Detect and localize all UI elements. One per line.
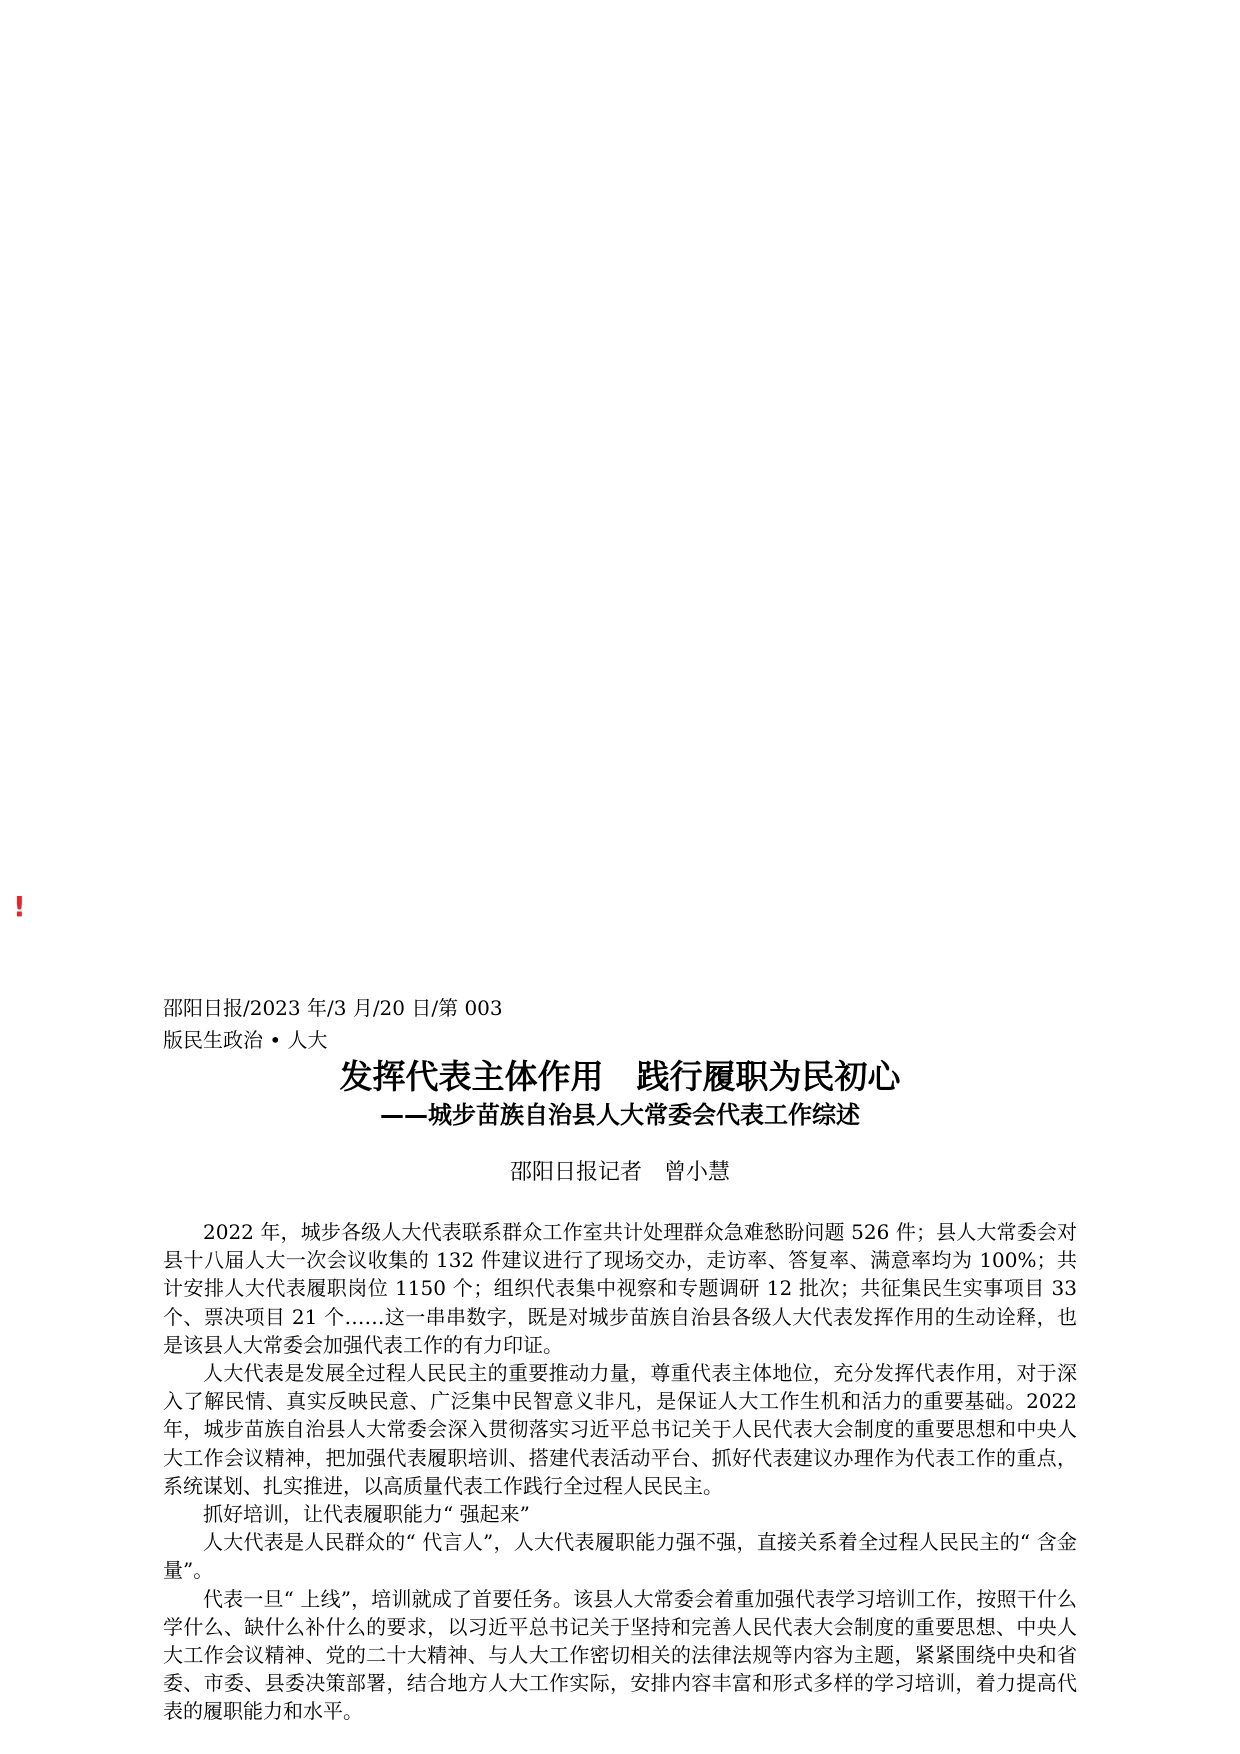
source-info bbox=[163, 992, 503, 1056]
red-exclamation-mark: ! bbox=[13, 890, 26, 923]
article-body bbox=[163, 1218, 1077, 1726]
article-headline: 发挥代表主体作用 践行履职为民初心 bbox=[339, 1057, 901, 1096]
article-subheadline: ——城步苗族自治县人大常委会代表工作综述 bbox=[380, 1101, 860, 1129]
paragraph: 2022 年，城步各级人大代表联系群众工作室共计处理群众急难愁盼问题 526 件；县人大常委会对县十八届人大一次会议收集的 132 件建议进行了现场交办，走访率、答复率、满意率均为 100%；共计安排人大代表履职岗位 1150 个；组织代表集中视察和专题调研 12 批次；共征集民生实事项目 33 个、票决项目 21 个……这一串串数字，既是对城步苗族自治县各级人大代表发挥作用的生动诠释，也是该县人大常委会加强代表工作的有力印证。 bbox=[163, 1220, 1077, 1357]
section-heading: 抓好培训，让代表履职能力“ 强起来” bbox=[203, 1502, 530, 1527]
paragraph: 人大代表是人民群众的“ 代言人”，人大代表履职能力强不强，直接关系着全过程人民民主的“ 含金量”。 bbox=[163, 1530, 1077, 1583]
paragraph: 人大代表是发展全过程人民民主的重要推动力量，尊重代表主体地位，充分发挥代表作用，对于深入了解民情、真实反映民意、广泛集中民智意义非凡，是保证人大工作生机和活力的重要基础。2022 年，城步苗族自治县人大常委会深入贯彻落实习近平总书记关于人民代表大会制度的重要思想和中央人大工作会议精神，把加强代表履职培训、搭建代表活动平台、抓好代表建议办理作为代表工作的重点，系统谋划、扎实推进，以高质量代表工作践行全过程人民民主。 bbox=[163, 1361, 1077, 1498]
source-line-2: 版民生政治 • 人大 bbox=[163, 1028, 328, 1052]
paragraph: 代表一旦“ 上线”，培训就成了首要任务。该县人大常委会着重加强代表学习培训工作，按照干什么学什么、缺什么补什么的要求，以习近平总书记关于坚持和完善人民代表大会制度的重要思想、中央人大工作会议精神、党的二十大精神、与人大工作密切相关的法律法规等内容为主题，紧紧围绕中央和省委、市委、县委决策部署，结合地方人大工作实际，安排内容丰富和形式多样的学习培训，着力提高代表的履职能力和水平。 bbox=[163, 1586, 1077, 1724]
source-line-1: 邵阳日报/2023 年/3 月/20 日/第 003 bbox=[163, 996, 503, 1020]
article-byline: 邵阳日报记者 曾小慧 bbox=[509, 1160, 730, 1185]
